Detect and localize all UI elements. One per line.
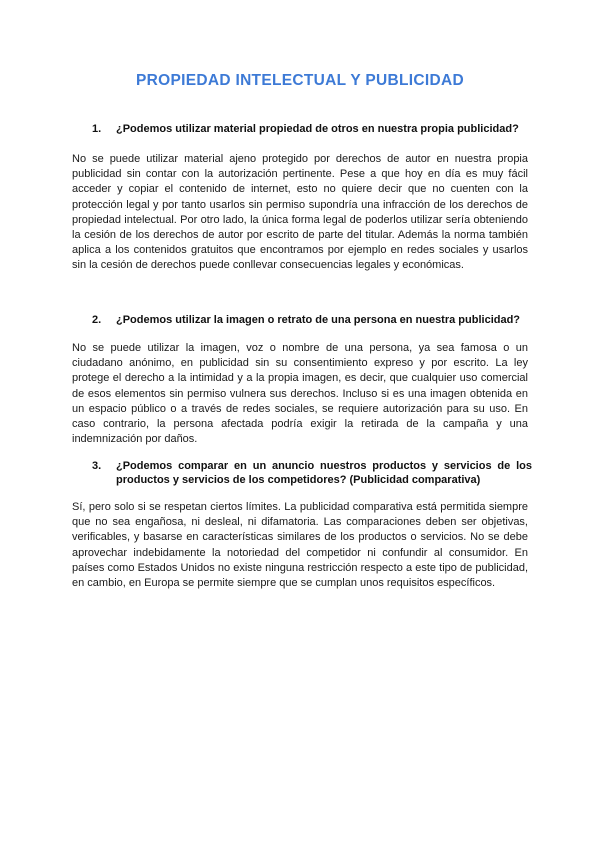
section-3-question: ¿Podemos comparar en un anuncio nuestros productos y servicios de los productos y servicios de los competidores? (Publicidad comparativa)	[116, 460, 532, 486]
section-1-answer: No se puede utilizar material ajeno protegido por derechos de autor en nuestra propia publicidad sin contar con la autorización pertinente. Pese a que hoy en día es muy fácil acceder y copiar el contenido de internet, esto no quiere decir que no cuenten con la protección legal y por tanto usarlos sin permiso supondría una infracción de los derechos de propiedad intelectual. Por otro lado, la única forma legal de poderlos utilizar sería obteniendo la cesión de los derechos de autor por escrito de parte del titular. Además la norma también aplica a los contenidos gratuitos que encontramos por ejemplo en redes sociales y usarlos sin la cesión de derechos puede conllevar consecuencias legales y económicas.	[72, 153, 528, 272]
section-3-answer: Sí, pero solo si se respetan ciertos límites. La publicidad comparativa está permitida siempre que no sea engañosa, ni desleal, ni difamatoria. Las comparaciones deben ser objetivas, verificables, y basarse en características similares de los productos o servicios. No se debe aprovechar indebidamente la notoriedad del competidor ni confundir al consumidor. En países como Estados Unidos no existe ninguna restricción respecto a este tipo de publicidad, en cambio, en Europa se permite siempre que se cumplan unos requisitos específicos.	[72, 501, 528, 590]
page-title: PROPIEDAD INTELECTUAL Y PUBLICIDAD	[136, 72, 464, 89]
section-1-heading	[92, 122, 532, 136]
section-2-question: ¿Podemos utilizar la imagen o retrato de una persona en nuestra publicidad?	[116, 314, 521, 326]
section-2-number: 2.	[92, 314, 102, 326]
section-2-answer: No se puede utilizar la imagen, voz o nombre de una persona, ya sea famosa o un ciudadano anónimo, en publicidad sin su consentimiento expreso y por escrito. La ley protege el derecho a la intimidad y a la propia imagen, es decir, que cualquier uso comercial de esos elementos sin permiso vulnera sus derechos. Incluso si es una imagen obtenida en un espacio público o a través de redes sociales, se requiere autorización para su uso. En caso contrario, la persona afectada podría exigir la retirada de la campaña y una indemnización por daños.	[72, 342, 528, 446]
section-3-heading	[92, 459, 532, 487]
section-2-heading	[92, 313, 532, 327]
section-3-number: 3.	[92, 460, 102, 472]
section-1-question: ¿Podemos utilizar material propiedad de otros en nuestra propia publicidad?	[116, 123, 519, 135]
section-1-number: 1.	[92, 123, 102, 135]
